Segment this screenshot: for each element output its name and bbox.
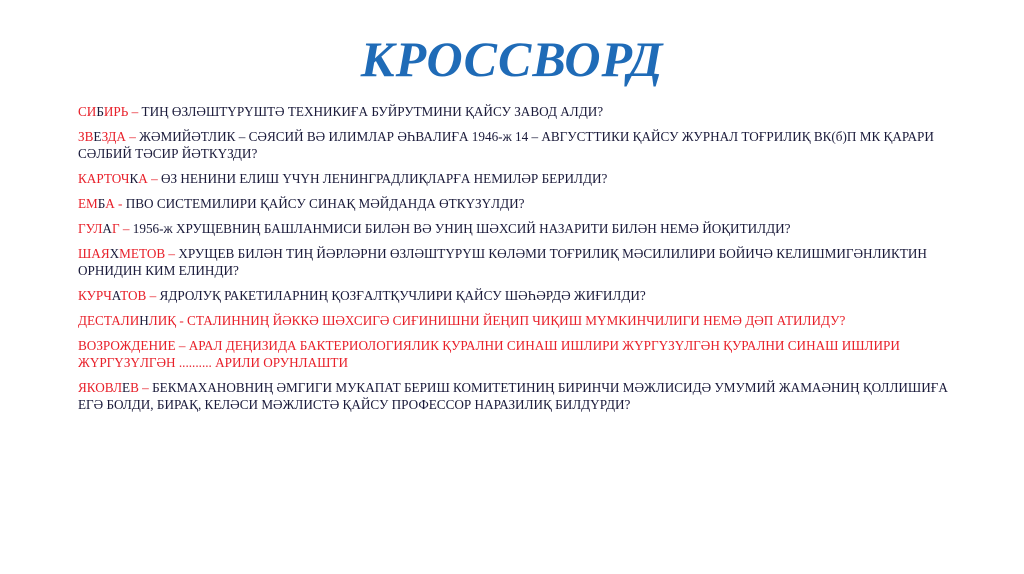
answer-word-part: ГУЛ: [78, 221, 103, 236]
answer-key-letter: Б: [96, 104, 104, 119]
answer-key-letter: Х: [109, 246, 120, 261]
answer-word-part: ЛИҚ -: [148, 313, 188, 328]
answer-word-part: КАРТОЧ: [78, 171, 130, 186]
question-text: 1956-ж ХРУЩЕВНИҢ БАШЛАНМИСИ БИЛӘН ВӘ УНИҢ ШӘХСИЙ НАЗАРИТИ БИЛӘН НЕМӘ ЙОҚИТИЛДИ?: [132, 221, 791, 236]
answer-word-part: ВОЗРОЖДЕНИЕ –: [78, 338, 189, 353]
answer-word-part: ЗДА –: [101, 129, 140, 144]
answer-word-part: ШАЯ: [78, 246, 110, 261]
question-item: [78, 195, 958, 212]
answer-word-part: ЯКОВЛ: [78, 380, 123, 395]
answer-key-letter: Б: [97, 196, 106, 211]
answer-word-part: ЗВ: [78, 129, 94, 144]
question-list: [78, 103, 958, 421]
question-text: ПВО СИСТЕМИЛИРИ ҚАЙСУ СИНАҚ МӘЙДАНДА ӨТКҮЗҮЛДИ?: [125, 196, 525, 211]
answer-word-part: СИ: [78, 104, 97, 119]
answer-word-part: МЕТОВ –: [119, 246, 179, 261]
answer-word-part: Г –: [111, 221, 133, 236]
question-item: [78, 128, 958, 162]
question-text: ЖӘМИЙӘТЛИК – СӘЯСИЙ ВӘ ИЛИМЛАР ӘҺВАЛИҒА 1946-ж 14 – АВГУСТТИКИ ҚАЙСУ ЖУРНАЛ ТОҒРИЛИҚ ВК(б)П МК ҚАРАРИ СӘЛБИЙ ТӘСИР ЙӘТКҮЗДИ?: [78, 129, 934, 161]
answer-word-part: КУРЧ: [78, 288, 112, 303]
question-item: [78, 103, 958, 120]
answer-key-letter: Н: [139, 313, 149, 328]
answer-key-letter: Е: [93, 129, 102, 144]
answer-word-part: А -: [105, 196, 126, 211]
question-item: [78, 287, 958, 304]
question-item: [78, 312, 958, 329]
question-item: [78, 170, 958, 187]
question-text: ӨЗ НЕНИНИ ЕЛИШ ҮЧҮН ЛЕНИНГРАДЛИҚЛАРҒА НЕМИЛӘР БЕРИЛДИ?: [160, 171, 608, 186]
answer-word-part: ДЕСТАЛИ: [78, 313, 140, 328]
question-text: АРАЛ ДЕҢИЗИДА БАКТЕРИОЛОГИЯЛИК ҚУРАЛНИ СИНАШ ИШЛИРИ ЖҮРГҮЗҮЛГӘН ҚУРАЛНИ СИНАШ ИШЛИРИ ЖҮРГҮЗҮЛГӘН .......... АРИЛИ ОРУНЛАШТИ: [78, 338, 900, 370]
answer-word-part: ЕМ: [78, 196, 98, 211]
question-item: [78, 379, 958, 413]
slide-title: КРОССВОРД: [360, 31, 664, 87]
answer-key-letter: Е: [122, 380, 131, 395]
question-text: БЕКМАХАНОВНИҢ ӘМГИГИ МУКАПАТ БЕРИШ КОМИТЕТИНИҢ БИРИНЧИ МӘЖЛИСИДӘ УМУМИЙ ЖАМАӘНИҢ ҚОЛЛИШИҒА ЕГӘ БОЛДИ, БИРАҚ, КЕЛӘСИ МӘЖЛИСТӘ ҚАЙСУ ПРОФЕССОР НАРАЗИЛИҚ БИЛДҮРДИ?: [78, 380, 948, 412]
answer-word-part: В –: [130, 380, 153, 395]
question-item: [78, 337, 958, 371]
answer-word-part: А –: [138, 171, 161, 186]
question-text: ХРУЩЕВ БИЛӘН ТИҢ ЙӘРЛӘРНИ ӨЗЛӘШТҮРҮШ КӨЛӘМИ ТОҒРИЛИҚ МӘСИЛИЛИРИ БОЙИЧӘ КЕЛИШМИГӘНЛИКТИН ОРНИДИН КИМ ЕЛИНДИ?: [78, 246, 927, 278]
question-text: ЯДРОЛУҚ РАКЕТИЛАРНИҢ ҚОЗҒАЛТҚУЧЛИРИ ҚАЙСУ ШӘҺӘРДӘ ЖИҒИЛДИ?: [159, 288, 646, 303]
answer-key-letter: А: [111, 288, 121, 303]
question-item: [78, 220, 958, 237]
question-item: [78, 245, 958, 279]
answer-word-part: ИРЬ –: [103, 104, 142, 119]
answer-word-part: ТОВ –: [120, 288, 160, 303]
question-text: СТАЛИННИҢ ЙӘККӘ ШӘХСИГӘ СИҒИНИШНИ ЙЕҢИП ЧИҚИШ МҮМКИНЧИЛИГИ НЕМӘ ДӘП АТИЛИДУ?: [187, 313, 846, 328]
answer-key-letter: А: [102, 221, 112, 236]
question-text: ТИҢ ӨЗЛӘШТҮРҮШТӘ ТЕХНИКИҒА БУЙРУТМИНИ ҚАЙСУ ЗАВОД АЛДИ?: [141, 104, 604, 119]
answer-key-letter: К: [129, 171, 139, 186]
